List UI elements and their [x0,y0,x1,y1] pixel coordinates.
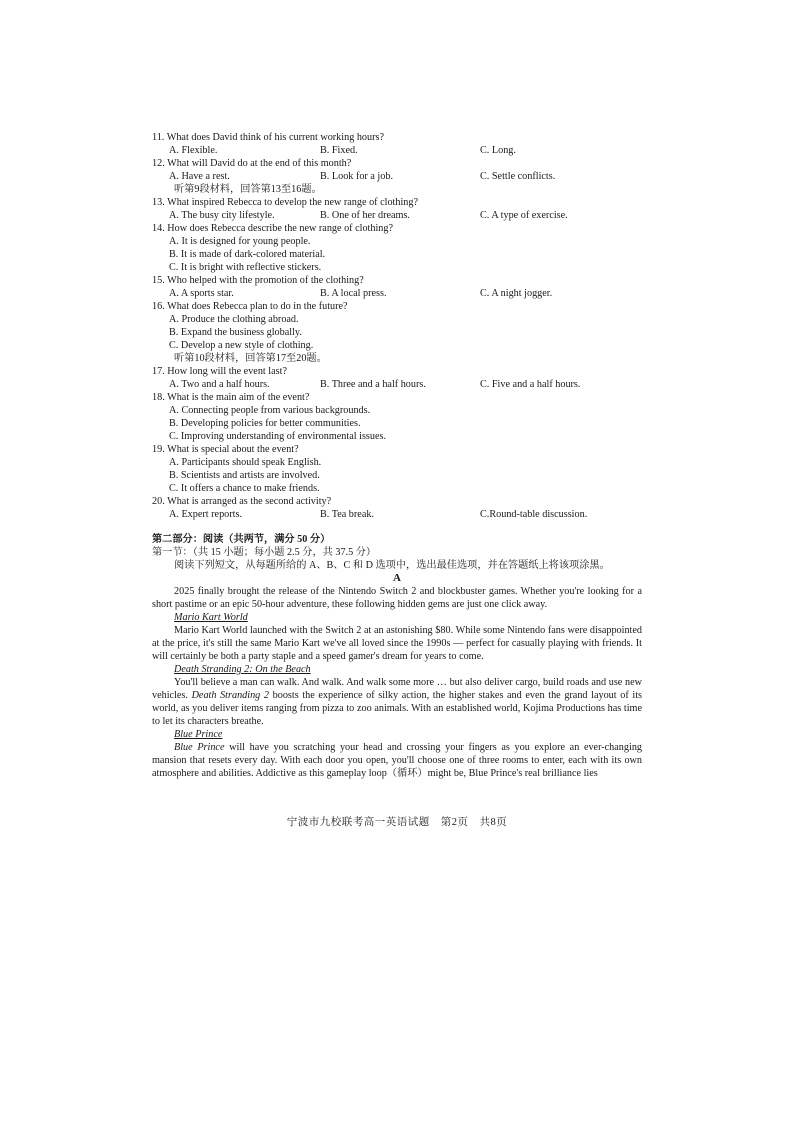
answer-option: C. Settle conflicts. [480,171,556,182]
section-instruction: 听第10段材料，回答第17至20题。 [174,353,327,364]
answer-option: B. Scientists and artists are involved. [169,470,320,481]
reading-instruction: 阅读下列短文，从每题所给的 A、B、C 和 D 选项中，选出最佳选项，并在答题纸上将该项涂黑。 [174,560,610,571]
answer-option: A. Two and a half hours. [169,379,270,390]
question-stem: 16. What does Rebecca plan to do in the future? [152,301,348,312]
options-row [152,144,642,157]
answer-option: A. A sports star. [169,288,234,299]
answer-option: A. Expert reports. [169,509,242,520]
paragraph-death-stranding: You'll believe a man can walk. And walk. And walk some more … but also deliver cargo, build roads and use new vehicles. Death Stranding 2 boosts the experience of silky action, the higher stakes and even the grand layout of its world, as you deliver items ranging from pizza to zoo animals. With an established world, Kojima Productions has time to let its characters breathe. [152,677,642,727]
answer-option: A. It is designed for young people. [169,236,311,247]
answer-option: B. Look for a job. [320,171,393,182]
question-stem: 18. What is the main aim of the event? [152,392,310,403]
heading-blue-prince: Blue Prince [174,729,223,740]
question-stem: 20. What is arranged as the second activity? [152,496,332,507]
answer-option: C. It is bright with reflective stickers. [169,262,322,273]
answer-option: B. Fixed. [320,145,358,156]
heading-mario-kart: Mario Kart World [174,612,248,623]
question-stem: 11. What does David think of his current working hours? [152,132,385,143]
answer-option: A. Connecting people from various backgrounds. [169,405,371,416]
options-row [152,170,642,183]
options-row [152,378,642,391]
answer-option: A. Produce the clothing abroad. [169,314,299,325]
answer-option: B. A local press. [320,288,387,299]
reading-section [152,533,642,780]
page-footer: 宁波市九校联考高一英语试题 第2页 共8页 [286,817,508,828]
intro-paragraph: 2025 finally brought the release of the Nintendo Switch 2 and blockbuster games. Whether you're looking for a short pastime or an epic 50-hour adventure, these following hidden gems are just one click away. [152,586,642,610]
options-row [152,209,642,222]
answer-option: C. A night jogger. [480,288,553,299]
answer-option: C. Five and a half hours. [480,379,581,390]
paragraph-blue-prince: Blue Prince will have you scratching your head and crossing your fingers as you explore an ever-changing mansion that resets every day. With each door you open, you'll choose one of three rooms to enter, each with its own atmosphere and abilities. Addictive as this gameplay loop（循环）might be, Blue Prince's real brilliance lies [152,742,643,779]
passage-letter: A [393,572,401,584]
answer-option: B. One of her dreams. [320,210,410,221]
answer-option: B. Developing policies for better communities. [169,418,361,429]
answer-option: C. Long. [480,145,516,156]
answer-option: B. Expand the business globally. [169,327,302,338]
question-stem: 13. What inspired Rebecca to develop the new range of clothing? [152,197,419,208]
heading-death-stranding: Death Stranding 2: On the Beach [174,664,311,675]
section-title: 第一节：（共 15 小题；每小题 2.5 分，共 37.5 分） [152,547,377,558]
options-row [152,287,642,300]
paragraph-mario-kart: Mario Kart World launched with the Switch 2 at an astonishing $80. While some Nintendo fans were disappointed at the price, it's still the same Mario Kart we've all loved since the 1990s — perfect for casually playing with friends. It will certainly be both a party staple and a speed gamer's dream for years to come. [152,625,642,662]
answer-option: A. The busy city lifestyle. [169,210,275,221]
question-stem: 17. How long will the event last? [152,366,287,377]
answer-option: B. Tea break. [320,509,374,520]
answer-option: C. Improving understanding of environmental issues. [169,431,387,442]
answer-option: B. Three and a half hours. [320,379,426,390]
answer-option: C. A type of exercise. [480,210,568,221]
answer-option: C. Develop a new style of clothing. [169,340,314,351]
options-row [152,508,642,521]
answer-option: A. Participants should speak English. [169,457,322,468]
part-title: 第二部分：阅读（共两节，满分 50 分） [152,534,331,545]
answer-option: B. It is made of dark-colored material. [169,249,326,260]
question-stem: 19. What is special about the event? [152,444,299,455]
question-stem: 15. Who helped with the promotion of the clothing? [152,275,364,286]
listening-questions [152,131,642,521]
answer-option: C.Round-table discussion. [480,509,588,520]
answer-option: A. Flexible. [169,145,218,156]
question-stem: 14. How does Rebecca describe the new range of clothing? [152,223,394,234]
answer-option: A. Have a rest. [169,171,230,182]
question-stem: 12. What will David do at the end of this month? [152,158,352,169]
answer-option: C. It offers a chance to make friends. [169,483,320,494]
section-instruction: 听第9段材料，回答第13至16题。 [174,184,322,195]
